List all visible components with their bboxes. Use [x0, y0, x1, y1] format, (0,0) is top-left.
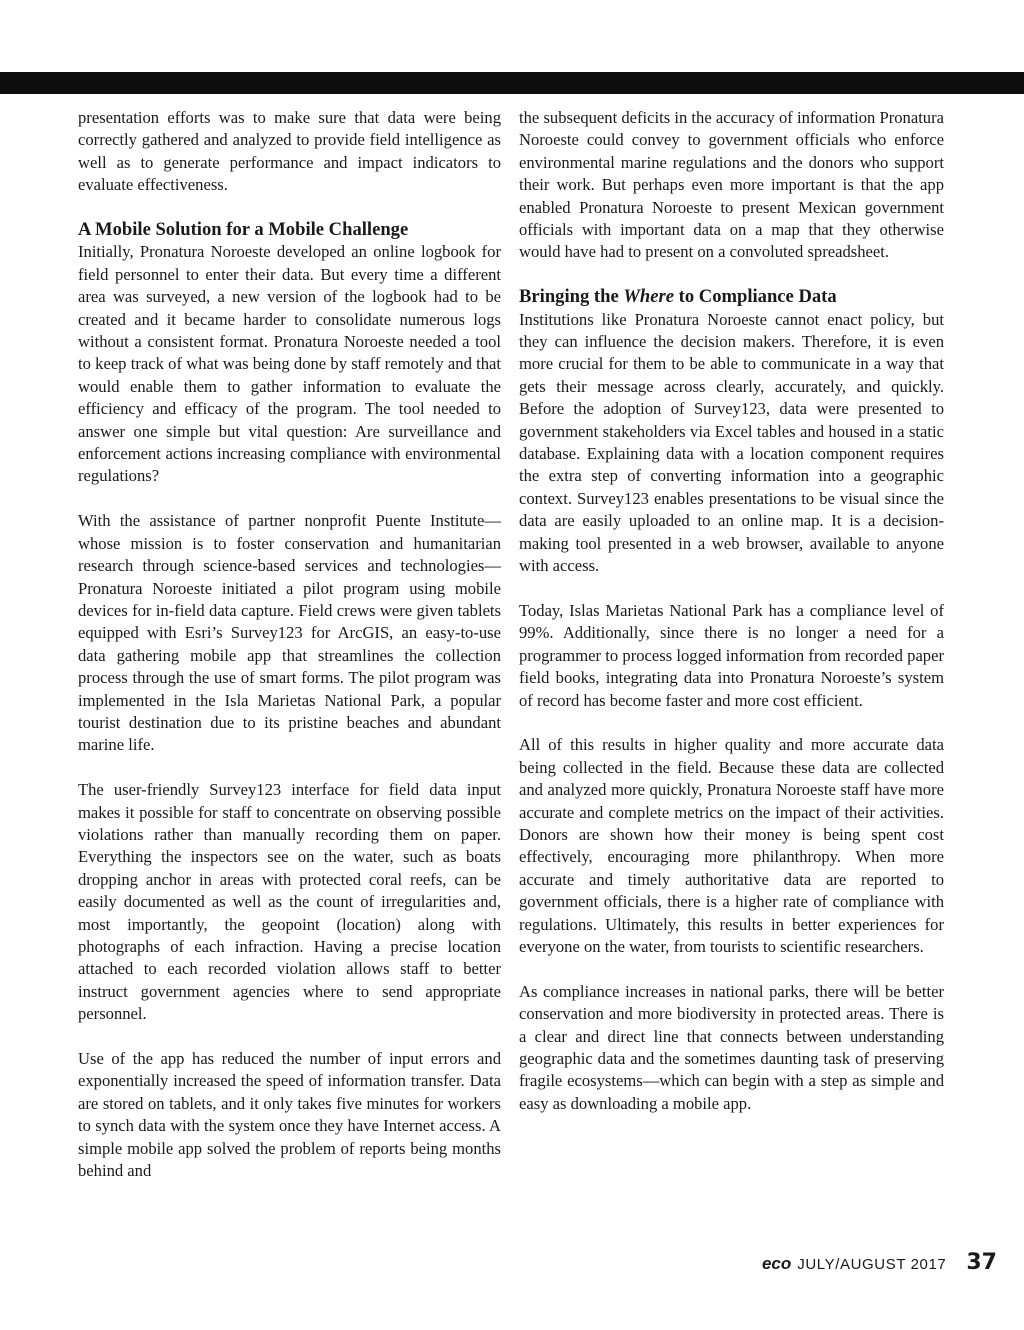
page-footer	[762, 1250, 997, 1274]
heading-emphasis: Where	[623, 286, 674, 308]
magazine-brand: eco	[761, 1254, 792, 1273]
page-number: 37	[966, 1250, 997, 1275]
paragraph: Use of the app has reduced the number of input errors and exponentially increased the speed of information transfer. Data are stored on tablets, and it only takes five minutes for workers to synch data with the system once they have Internet access. A simple mobile app solved the problem of reports being months behind and	[78, 1049, 501, 1181]
section-heading: A Mobile Solution for a Mobile Challenge	[78, 219, 409, 241]
issue-date: JULY/AUGUST 2017	[797, 1256, 947, 1273]
paragraph: Initially, Pronatura Noroeste developed an online logbook for field personnel to enter their data. But every time a different area was surveyed, a new version of the logbook had to be created and it became harder to consolidate numerous logs without a consistent format. Pronatura Noroeste needed a tool to keep track of what was being done by staff remotely and that would enable them to gather information to evaluate the efficiency and efficacy of the program. The tool needed to answer one simple but vital question: Are surveillance and enforcement actions increasing compliance with environmental regulations?	[78, 242, 501, 486]
top-black-bar	[0, 72, 1024, 94]
paragraph: The user-friendly Survey123 interface for field data input makes it possible for staff to concentrate on observing possible violations rather than manually recording them on paper. Everything the inspectors see on the water, such as boats dropping anchor in areas with protected coral reefs, can be easily documented as well as the count of irregularities and, most importantly, the geopoint (location) along with photographs of each infraction. Having a precise location attached to each recorded violation allows staff to better instruct government agencies where to send appropriate personnel.	[78, 780, 501, 1024]
section-heading	[519, 286, 944, 308]
left-column	[78, 107, 501, 1205]
heading-part: Bringing the	[519, 286, 624, 308]
paragraph: Today, Islas Marietas National Park has a compliance level of 99%. Additionally, since there is no longer a need for a programmer to process logged information from recorded paper field books, integrating data into Pronatura Noroeste’s system of record has become faster and more cost efficient.	[519, 600, 944, 710]
right-column	[519, 107, 944, 1138]
paragraph: With the assistance of partner nonprofit Puente Institute—whose mission is to foster conservation and humanitarian research through science-based services and technologies—Pronatura Noroeste initiated a pilot program using mobile devices for in-field data capture. Field crews were given tablets equipped with Esri’s Survey123 for ArcGIS, an easy-to-use data gathering mobile app that streamlines the collection process through the use of smart forms. The pilot program was implemented in the Isla Marietas National Park, a popular tourist destination due to its pristine beaches and abundant marine life.	[78, 511, 501, 755]
heading-part: to Compliance Data	[673, 286, 837, 308]
paragraph: the subsequent deficits in the accuracy of information Pronatura Noroeste could convey to government officials who enforce environmental marine regulations and the donors who support their work. But perhaps even more important is that the app enabled Pronatura Noroeste to present Mexican government officials with important data on a map that they otherwise would have had to present on a convoluted spreadsheet.	[519, 108, 944, 262]
paragraph: All of this results in higher quality and more accurate data being collected in the field. Because these data are collected and analyzed more quickly, Pronatura Noroeste staff have more accurate and complete metrics on the impact of their activities. Donors are shown how their money is being spent cost effectively, encouraging more philanthropy. When more accurate and timely authoritative data are reported to government officials, there is a higher rate of compliance with regulations. Ultimately, this results in better experiences for everyone on the water, from tourists to scientific researchers.	[519, 735, 944, 956]
paragraph: Institutions like Pronatura Noroeste cannot enact policy, but they can influence the decision makers. Therefore, it is even more crucial for them to be able to communicate in a way that gets their message across clearly, accurately, and quickly. Before the adoption of Survey123, data were presented to government stakeholders via Excel tables and housed in a static database. Explaining data with a location component requires the extra step of converting information into a geographic context. Survey123 enables presentations to be visual since the data are easily uploaded to an online map. It is a decision-making tool presented in a web browser, available to anyone with access.	[519, 309, 944, 576]
paragraph: presentation efforts was to make sure that data were being correctly gathered and analyzed to provide field intelligence as well as to generate performance and impact indicators to evaluate effectiveness.	[78, 108, 501, 195]
paragraph: As compliance increases in national parks, there will be better conservation and more biodiversity in protected areas. There is a clear and direct line that connects between understanding geographic data and the sometimes daunting task of preserving fragile ecosystems—which can begin with a step as simple and easy as downloading a mobile app.	[519, 981, 944, 1113]
